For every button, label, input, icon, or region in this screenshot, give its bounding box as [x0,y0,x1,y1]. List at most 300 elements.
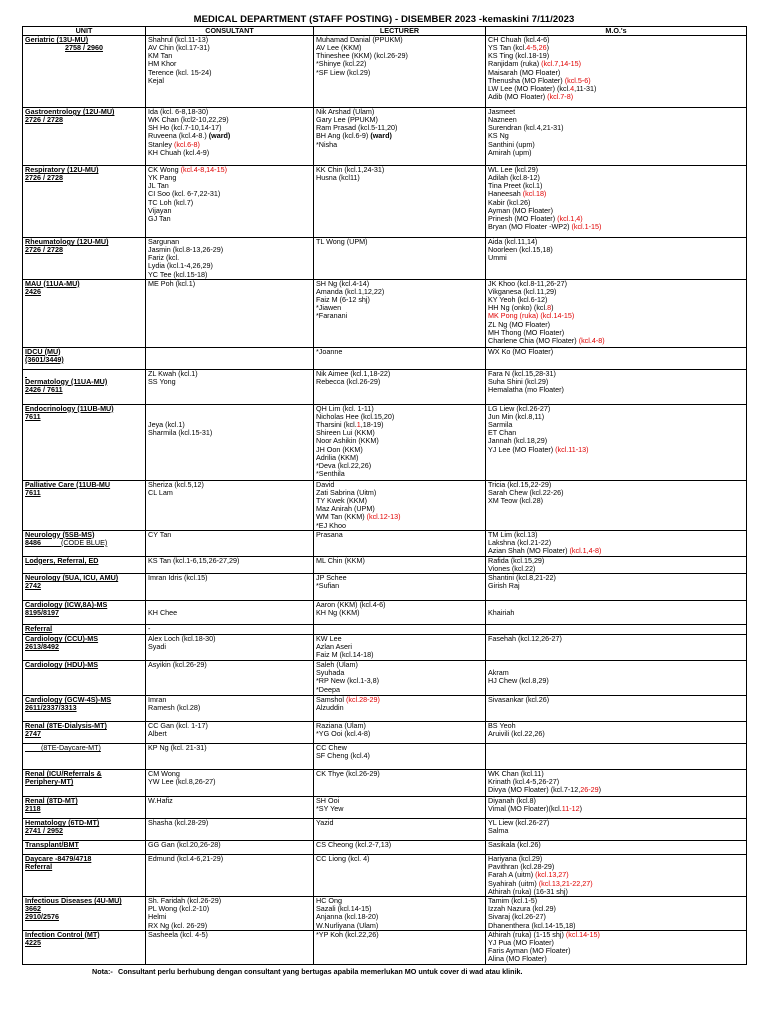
mo-cell [486,601,747,625]
name-line [316,132,483,140]
text-segment: Jun Min (kcl.8,11) [488,411,545,421]
name-line: Sh. Faridah (kcl.26-29) [148,896,222,906]
mo-cell [486,166,747,238]
unit-line: Gastroentrology (12U-MU) [25,107,115,116]
mo-cell [486,369,747,404]
text-segment: Tharsini (kcl. [316,420,357,430]
consultant-cell [146,797,314,819]
table-header-row [23,27,747,36]
consultant-cell [146,556,314,573]
unit-cell [23,530,146,556]
name-line: Saleh (Ulam) [316,660,358,670]
name-line: KS Ng [488,131,509,141]
name-line [488,888,744,896]
unit-line: 3662 [25,904,41,914]
name-line: SF Cheng (kcl.4) [316,751,370,761]
name-line: KK Chin (kcl.1,24-31) [316,165,385,174]
consultant-cell [146,347,314,369]
table-row [23,855,747,897]
lecturer-cell [314,369,486,404]
name-line: W.Hafiz [148,796,173,806]
mo-cell [486,797,747,819]
name-line: Girish Raj [488,581,520,591]
name-line: Khairiah [488,608,515,618]
name-line: *Joanne [316,347,343,356]
lecturer-cell [314,661,486,696]
text-segment: Diyanah (kcl.8) [488,796,536,806]
mo-cell [486,696,747,722]
unit-cell [23,279,146,347]
unit-line: Referral [25,862,53,872]
text-segment: WL Lee (kcl.29) [488,165,539,174]
name-line: Imran [148,695,167,705]
mo-cell [486,722,747,744]
name-line: *RP New (kcl.1-3,8) [316,676,379,686]
footnote [22,967,746,977]
consultant-cell [146,635,314,661]
lecturer-cell [314,166,486,238]
unit-line: 4225 [25,937,41,947]
name-line: Tricia (kcl.15,22-29) [488,480,552,489]
highlighted-dates: 26-29 [580,785,599,795]
lecturer-cell [314,819,486,841]
name-line: Rafida (kcl.15,29) [488,556,545,565]
name-line: *Sufian [316,581,340,591]
name-line [488,601,744,609]
unit-cell [23,574,146,601]
table-row [23,108,747,166]
lecturer-cell [314,480,486,530]
text-segment: ,18-19) [360,420,384,430]
consultant-cell [146,238,314,280]
unit-line: Transplant/BMT [25,840,79,850]
unit-cell [23,347,146,369]
name-line: BS Yeoh [488,721,516,731]
lecturer-cell [314,347,486,369]
name-line: ME Poh (kcl.1) [148,279,196,288]
text-segment: KY Yeoh (kcl.6-12) [488,295,548,305]
name-line: HM Khor [148,59,177,69]
highlighted-dates: (kcl.1,4-8) [569,546,602,556]
mo-cell [486,930,747,964]
table-row [23,238,747,280]
name-line: Nik Aimee (kcl.1,18-22) [316,369,391,378]
text-segment: *EJ Khoo [316,520,346,530]
unit-line: MAU (11UA-MU) [25,279,80,288]
document-title: MEDICAL DEPARTMENT (STAFF POSTING) - DISEMBER 2023 -kemaskini 7/11/2023 [193,14,575,25]
unit-line: Respiratory (12U-MU) [25,165,99,174]
name-line: Rebecca (kcl.26-29) [316,376,381,386]
unit-line: Palliative Care (11UB-MU [25,480,111,489]
consultant-cell [146,404,314,480]
unit-cell [23,166,146,238]
name-line: Fara N (kcl.15,28-31) [488,369,556,378]
name-line: Imran Idris (kcl.15) [148,573,208,583]
text-segment: Tina Preet (kcl.1) [488,181,543,191]
unit-line: 7611 [25,411,41,421]
text-segment: Athirah (ruka) (16-31 shj) [488,886,568,896]
table-row [23,797,747,819]
consultant-cell [146,480,314,530]
name-line: Alex Loch (kcl.18-30) [148,634,216,644]
unit-cell [23,404,146,480]
highlighted-dates: (kcl.7,14-15) [541,59,582,69]
name-line: Noorleen (kcl.15,18) [488,245,553,255]
text-segment: Vijayan [148,205,172,215]
unit-line: Renal (ICU/Referrals & [25,769,102,779]
text-segment: KH Chuah (kcl.4-9) [148,147,210,157]
name-line: Shasha (kcl.28-29) [148,818,209,828]
name-line: Sharmila (kcl.15-31) [148,428,213,438]
highlighted-dates: (kcl.6-8) [173,139,200,149]
name-line: Sasheela (kcl. 4-5) [148,930,208,939]
consultant-cell [146,744,314,770]
table-row [23,556,747,573]
text-segment: Noor Ashikin (KKM) [316,436,379,446]
name-line: KM Tan [148,51,173,61]
name-line: Thineshee (KKM) (kcl.26-29) [316,51,408,61]
name-line: Jeya (kcl.1) [148,420,185,430]
name-line: Hemalatha (mo Floater) [488,385,564,395]
name-line [148,149,311,157]
mo-cell [486,36,747,108]
unit-line: 2742 [25,581,41,591]
name-line: Lydia (kcl.1-4,26,29) [148,261,213,271]
text-segment: ET Chan [488,428,517,438]
header-unit: UNIT [23,27,146,36]
staff-posting-table [22,26,747,965]
name-line [488,547,744,555]
highlighted-dates: (kcl.14-15) [565,930,600,939]
name-line: *Shinye (kcl.22) [316,59,367,69]
unit-cell [23,556,146,573]
unit-cell [23,480,146,530]
text-segment: Kabir (kcl.26) [488,197,531,207]
consultant-cell [146,279,314,347]
text-segment: Samshol [316,695,346,705]
unit-line: Neurology (5SB-MS) [25,530,95,539]
table-row [23,635,747,661]
mo-cell [486,556,747,573]
text-segment: JH Oon (KKM) [316,444,363,454]
unit-line: Rheumatology (12U-MU) [25,237,109,246]
unit-line: Dermatology (11UA-MU) [25,376,108,386]
name-line: Syadi [148,642,166,652]
mo-cell [486,819,747,841]
highlighted-dates: (kcl.13,27) [535,870,569,880]
table-row [23,347,747,369]
lecturer-cell [314,696,486,722]
name-line: Edmund (kcl.4-6,21-29) [148,854,224,864]
unit-line: 8195/8197 [25,608,59,618]
table-row [23,166,747,238]
name-line: RX Ng (kcl. 26-29) [148,920,208,930]
lecturer-cell [314,601,486,625]
consultant-cell [146,930,314,964]
text-segment: HH Ng (onko) (kcl. [488,303,548,313]
table-row [23,601,747,625]
text-segment: ) [546,43,550,53]
name-line: Yazid [316,818,334,828]
name-line: Jasmeet [488,107,516,116]
name-line [316,704,483,712]
text-segment: Vikganesa (kcl.11,29) [488,286,557,296]
text-segment: Krinath (kcl.4-5,26-27) [488,777,560,787]
unit-line: 2426 / 7611 [25,385,63,395]
text-segment: YJ Lee (MO Floater) [488,444,556,454]
table-row [23,770,747,797]
header-mos: M.O.'s [486,27,747,36]
unit-cell [23,770,146,797]
name-line [148,199,311,207]
name-line [488,223,744,231]
unit-line: 2758 / 2960 [65,43,103,53]
highlighted-dates: (kcl.5-6) [564,75,591,85]
name-line: Amirah (upm) [488,147,532,157]
text-segment: Gary Lee (PPUKM) [316,115,378,125]
mo-cell [486,279,747,347]
posting-document [22,14,746,977]
name-line: CK Thye (kcl.26-29) [316,769,380,779]
unit-line: Cardiology (HDU)-MS [25,660,99,670]
text-segment: Nik Arshad (Ulam) [316,107,375,116]
name-line: Sivasankar (kcl.26) [488,695,550,705]
consultant-cell [146,696,314,722]
unit-line: IDCU (MU) [25,347,61,356]
text-segment: Haneesah [488,189,523,199]
text-segment: Sarmila [488,420,513,430]
unit-line: Renal (8TE-Dialysis-MT) [25,721,107,731]
name-line: Sazali (kcl.14-15) [316,904,372,914]
table-row [23,696,747,722]
text-segment: YS Tan (kcl. [488,43,527,53]
unit-line: 2613/8492 [25,642,59,652]
name-line: HC Ong [316,896,342,906]
text-segment: Ruveena (kcl.4-8.) [148,131,209,141]
text-segment: Adib (MO Floater) [488,92,548,102]
name-line: ML Chin (KKM) [316,556,365,565]
lecturer-cell [314,855,486,897]
consultant-cell [146,819,314,841]
name-line: CC Chew [316,743,347,753]
name-line: Prasana [316,530,343,539]
unit-note: (CODE BLUE) [41,537,108,547]
name-line: YW Lee (kcl.8,26-27) [148,777,216,787]
name-line: WX Ko (MO Floater) [488,347,554,356]
mo-cell [486,238,747,280]
unit-cell [23,855,146,897]
consultant-cell [146,166,314,238]
text-segment: Azian Shah (MO Floater) [488,546,570,556]
text-segment: Stanley [148,139,174,149]
name-line: KP Ng (kcl. 21-31) [148,743,207,753]
name-line: Syuhada [316,668,345,678]
name-line: Kejal [148,75,164,85]
name-line: CL Lam [148,487,173,497]
unit-line: (3601/3449) [25,354,64,364]
text-segment: QH Lim (kcl. 1-11) [316,404,374,413]
name-line: *SF Liew (kcl.29) [316,67,371,77]
name-line: *Faranani [316,311,348,321]
name-line: AV Lee (KKM) [316,43,362,53]
text-segment: Shireen Lui (KKM) [316,428,375,438]
table-row [23,930,747,964]
consultant-cell [146,855,314,897]
name-line: Aaron (KKM) (kcl.4-6) [316,600,386,610]
name-line: Shahrul (kcl.11-13) [148,35,209,44]
name-line: Fariz (kcl. [148,253,180,263]
text-segment: CH Chuah (kcl.4-6) [488,35,550,44]
name-line: Sarah Chew (kcl.22-26) [488,487,564,497]
unit-line: Infectious Diseases (4U-MU) [25,896,122,906]
name-line [316,470,483,478]
unit-line: 2726 / 2728 [25,245,63,255]
name-line [488,337,744,345]
unit-cell [23,744,146,770]
name-line: ZL Kwah (kcl.1) [148,369,198,378]
unit-cell [23,635,146,661]
table-row [23,819,747,841]
name-line: Sheriza (kcl.5,12) [148,480,204,489]
highlighted-dates: 4-5,26 [526,43,547,53]
name-line [148,207,311,215]
lecturer-cell [314,841,486,855]
name-line: CC Gan (kcl. 1-17) [148,721,208,731]
text-segment: Thenusha (MO Floater) [488,75,565,85]
unit-line: Cardiology (ICW,8A)-MS [25,600,108,610]
unit-line: 2426 [25,286,41,296]
text-segment: WK Chan (kcl2-10,22,29) [148,115,229,125]
consultant-cell [146,661,314,696]
name-line [488,661,744,669]
highlighted-dates: (kcl.4-8,14-15) [180,165,227,174]
table-row [23,897,747,931]
name-line: Terence (kcl. 15-24) [148,67,212,77]
highlighted-dates: 4 [570,83,575,93]
text-segment: *Nisha [316,139,338,149]
unit-line: Cardiology (GCW-4S)-MS [25,695,112,705]
name-line: CS Cheong (kcl.2-7,13) [316,840,392,850]
unit-line: Lodgers, Referral, ED [25,556,99,565]
lecturer-cell [314,722,486,744]
mo-cell [486,480,747,530]
text-segment: Ranjidam (ruka) [488,59,542,69]
header-consultant: CONSULTANT [146,27,314,36]
text-segment: Alina (MO Floater) [488,954,547,964]
name-line: Ramesh (kcl.28) [148,703,201,713]
table-row [23,722,747,744]
text-segment: Vimal (MO Floater)(kcl. [488,804,562,814]
text-segment: CK Wong [148,165,181,174]
consultant-cell [146,601,314,625]
unit-line: Geriatric (13U-MU) [25,35,89,44]
name-line: *YP Koh (kcl.22,26) [316,930,379,939]
unit-line [25,539,143,547]
name-line [488,955,744,963]
text-segment: Nicholas Hee (kcl.15,20) [316,411,395,421]
table-row [23,530,747,556]
name-line: CM Wong [148,769,180,779]
name-line: TL Wong (UPM) [316,237,368,246]
highlighted-dates: (kcl.1,4) [557,213,583,223]
text-segment: Syahirah (uitm) [488,878,539,888]
unit-line: Neurology (5UA, ICU, AMU) [25,573,119,583]
unit-cell [23,797,146,819]
name-line: Faiz M (6-12 shj) [316,295,370,305]
name-line: KS Tan (kcl.1-6,15,26-27,29) [148,556,240,565]
footnote-text: Consultant perlu berhubung dengan consultant yang bertugas apabila memerlukan MO untuk cover di wad atau klinik. [118,966,523,976]
name-line [488,446,744,454]
text-segment: Bryan (MO Floater -WP2) [488,222,572,232]
lecturer-cell [314,238,486,280]
name-line: Fasehah (kcl.12,26-27) [488,634,562,644]
lecturer-cell [314,897,486,931]
mo-cell [486,574,747,601]
text-segment: *Senthila [316,469,345,479]
unit-cell [23,897,146,931]
text-segment: Lakshna (kcl.21-22) [488,537,552,547]
text-segment: ,11-31) [574,83,597,93]
unit-line: 7611 [25,487,41,497]
name-line: CY Tan [148,530,172,539]
table-row [23,480,747,530]
text-segment: ZL Ng (MO Floater) [488,319,551,329]
table-body [23,36,747,965]
mo-cell [486,108,747,166]
unit-cell [23,108,146,166]
unit-line: 2726 / 2728 [25,173,63,183]
text-segment: Ram Prasad (kcl.5-11,20) [316,123,398,133]
text-segment: TY Kwek (KKM) [316,496,367,506]
consultant-cell [146,574,314,601]
text-segment: YJ Pua (MO Floater) [488,937,554,947]
highlighted-dates: (kcl.4-8) [578,335,605,345]
name-line: KW Lee [316,634,342,644]
text-segment: Zati Sabrina (Uitm) [316,487,377,497]
highlighted-dates: (kcl.7-8) [547,92,574,102]
name-line: GG Gan (kcl.20,26-28) [148,840,221,850]
consultant-cell [146,770,314,797]
text-segment: Adilah (kcl.8-12) [488,173,540,183]
consultant-cell [146,36,314,108]
name-line [488,786,744,794]
name-line: SH Ng (kcl.4-14) [316,279,370,288]
unit-line: 2910/2576 [25,912,59,922]
name-line: YC Tee (kcl.15-18) [148,269,208,279]
text-segment: BH Ang (kcl.6-9) [316,131,371,141]
consultant-cell [146,530,314,556]
lecturer-cell [314,108,486,166]
name-line [488,413,744,421]
lecturer-cell [314,556,486,573]
text-segment: ) [598,785,602,795]
name-line: SH Ooi [316,796,340,806]
mo-cell [486,347,747,369]
text-segment: TC Loh (kcl.7) [148,197,194,207]
table-row [23,404,747,480]
name-line: Akram [488,668,509,678]
lecturer-cell [314,279,486,347]
highlighted-dates: 8 [547,303,552,313]
text-segment: SH Ho (kcl.7-10,14-17) [148,123,222,133]
name-line [316,141,483,149]
text-segment: JL Tan [148,181,169,191]
mo-cell [486,404,747,480]
name-line: Suha Shini (kcl.29) [488,376,549,386]
name-line: Nazneen [488,115,517,125]
name-line: *Jiawen [316,303,342,313]
unit-cell [23,841,146,855]
